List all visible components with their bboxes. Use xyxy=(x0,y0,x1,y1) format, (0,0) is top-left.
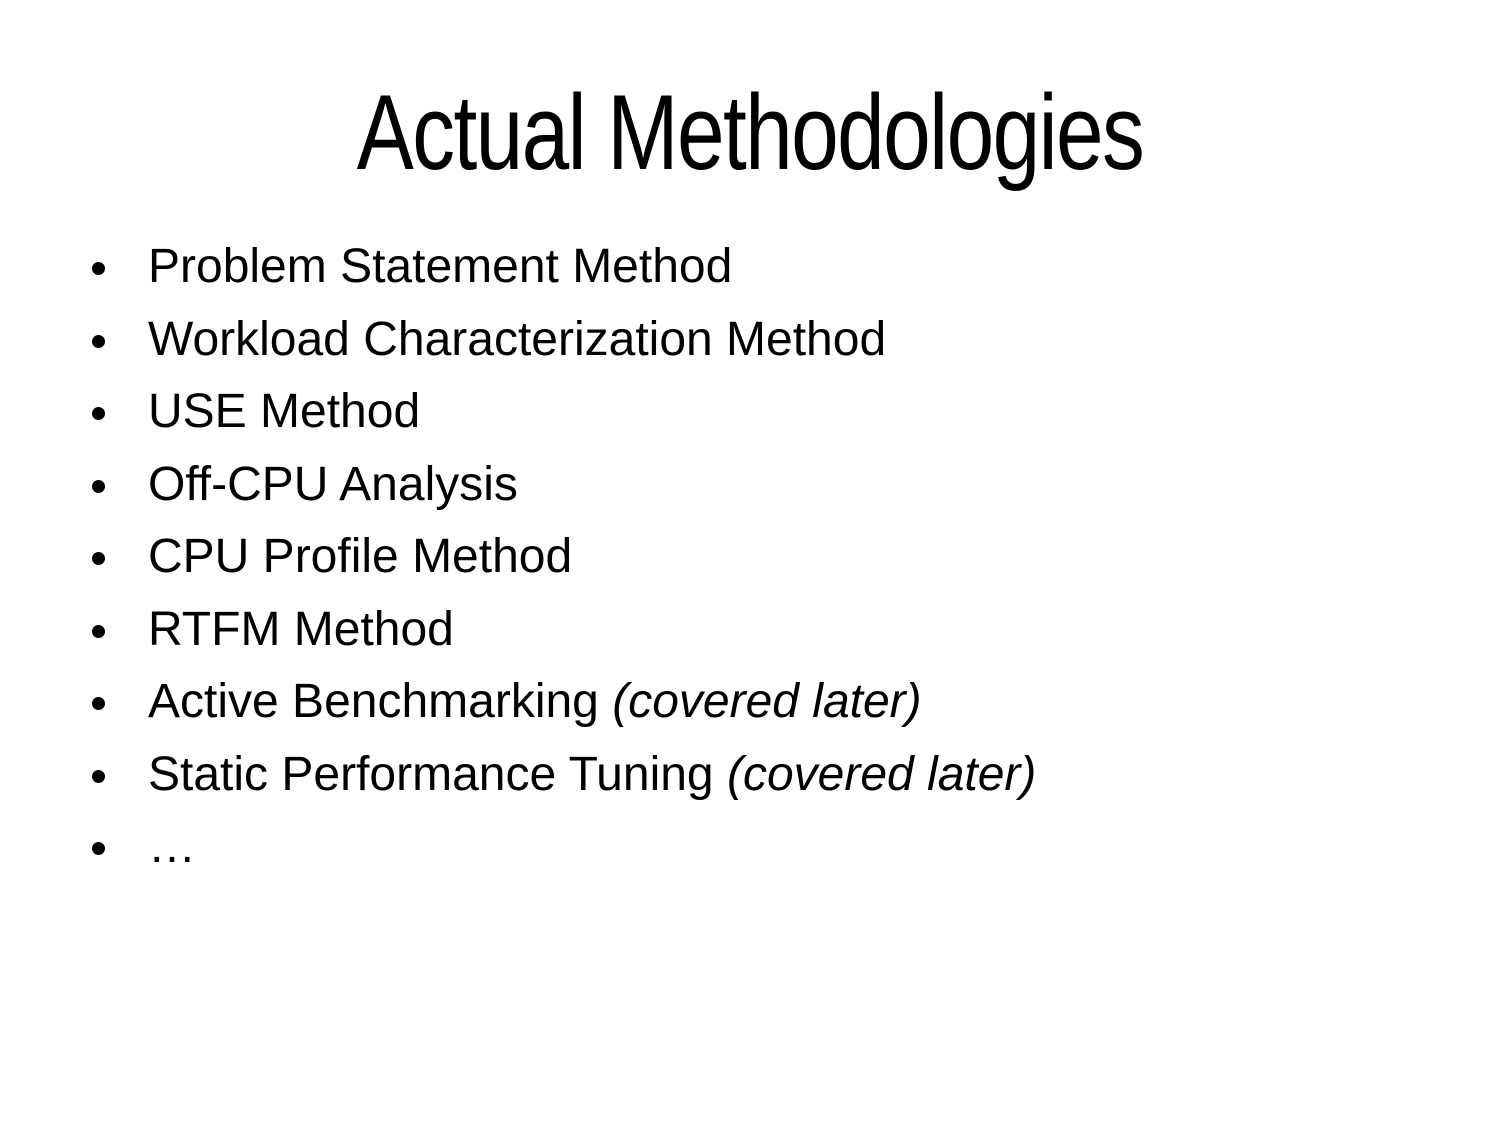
list-item xyxy=(92,304,1036,377)
bullet-marker-icon xyxy=(92,332,148,348)
list-item-text xyxy=(148,530,573,584)
list-item xyxy=(92,449,1036,522)
bullet-marker-icon xyxy=(92,767,148,783)
list-item-label: Off-CPU Analysis xyxy=(148,457,518,511)
list-item-label: Workload Characterization Method xyxy=(148,312,887,366)
list-item xyxy=(92,594,1036,667)
bullet-dot-icon xyxy=(92,552,105,565)
bullet-dot-icon xyxy=(92,625,105,638)
list-item-label: Problem Statement Method xyxy=(148,240,733,294)
bullet-marker-icon xyxy=(92,839,148,855)
bullet-marker-icon xyxy=(92,622,148,638)
bullet-dot-icon xyxy=(92,842,105,855)
list-item-text xyxy=(148,240,733,294)
list-item-note: (covered later) xyxy=(726,747,1037,801)
list-item-label: CPU Profile Method xyxy=(148,530,573,584)
list-item xyxy=(92,231,1036,304)
list-item-text xyxy=(148,602,454,656)
list-item xyxy=(92,521,1036,594)
bullet-dot-icon xyxy=(92,335,105,348)
list-item-label: Static Performance Tuning xyxy=(148,747,727,801)
list-item-text xyxy=(148,820,196,874)
bullet-marker-icon xyxy=(92,549,148,565)
list-item-label: RTFM Method xyxy=(148,602,454,656)
list-item-text xyxy=(148,457,518,511)
list-item-text xyxy=(148,385,421,439)
list-item-label: … xyxy=(148,820,196,874)
list-item-text xyxy=(148,675,922,729)
bullet-dot-icon xyxy=(92,770,105,783)
list-item xyxy=(92,811,1036,884)
bullet-marker-icon xyxy=(92,477,148,493)
bullet-marker-icon xyxy=(92,404,148,420)
bullet-dot-icon xyxy=(92,480,105,493)
list-item-label: USE Method xyxy=(148,385,421,439)
slide-title: Actual Methodologies xyxy=(356,72,1144,192)
list-item xyxy=(92,739,1036,812)
list-item-note: (covered later) xyxy=(612,675,922,729)
list-item-text xyxy=(148,312,887,366)
bullet-dot-icon xyxy=(92,262,105,275)
bullet-marker-icon xyxy=(92,259,148,275)
bullet-dot-icon xyxy=(92,697,105,710)
bullet-list xyxy=(92,231,1036,884)
bullet-dot-icon xyxy=(92,407,105,420)
list-item-label: Active Benchmarking xyxy=(148,675,613,729)
list-item-text xyxy=(148,747,1037,801)
list-item xyxy=(92,376,1036,449)
list-item xyxy=(92,666,1036,739)
bullet-marker-icon xyxy=(92,694,148,710)
